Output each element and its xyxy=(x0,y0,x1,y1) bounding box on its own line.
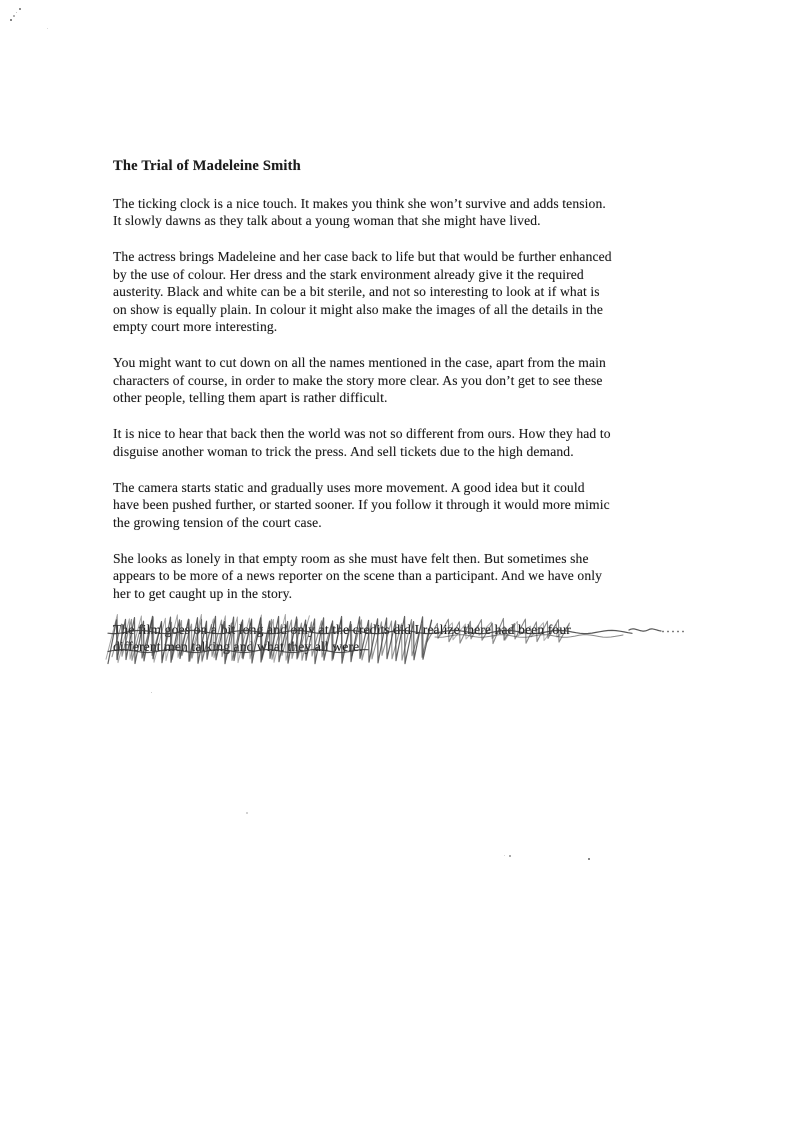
paragraph xyxy=(113,195,691,230)
text-line: empty court more interesting. xyxy=(113,319,278,334)
text-line: appears to be more of a news reporter on the scene than a participant. And we have only xyxy=(113,568,603,583)
text-line: The camera starts static and gradually uses more movement. A good idea but it could xyxy=(113,479,585,495)
scan-speck xyxy=(509,855,511,857)
text-line: The film goes on a bit long and only at the credits did I realize there had been four xyxy=(113,621,571,637)
text-line: austerity. Black and white can be a bit sterile, and not so interesting to look at if what is xyxy=(113,284,600,299)
paragraph xyxy=(113,550,691,603)
paragraph xyxy=(113,248,691,336)
text-line: by the use of colour. Her dress and the stark environment already give it the required xyxy=(113,266,584,282)
text-line: You might want to cut down on all the names mentioned in the case, apart from the main xyxy=(113,355,606,370)
text-line: have been pushed further, or started sooner. If you follow it through it would more mimic xyxy=(113,497,610,512)
text-line: the growing tension of the court case. xyxy=(113,514,322,530)
text-line: It is nice to hear that back then the world was not so different from ours. How they had to xyxy=(113,426,611,441)
text-line: different men talking and what they all were. xyxy=(113,639,363,654)
text-line: her to get caught up in the story. xyxy=(113,585,293,601)
text-line: on show is equally plain. In colour it might also make the images of all the details in the xyxy=(113,301,603,317)
scan-speck xyxy=(588,858,590,860)
scan-speck xyxy=(246,812,248,814)
text-line: other people, telling them apart is rather difficult. xyxy=(113,390,388,405)
scan-speck xyxy=(47,28,48,29)
text-line: The actress brings Madeleine and her case back to life but that would be further enhanced xyxy=(113,249,612,264)
document-title: The Trial of Madeleine Smith xyxy=(113,158,301,174)
scan-speck xyxy=(10,19,12,21)
paragraph xyxy=(113,479,691,532)
document-body xyxy=(113,158,691,674)
paragraph xyxy=(113,354,691,407)
scan-speck xyxy=(19,8,21,10)
text-line: She looks as lonely in that empty room as she must have felt then. But sometimes she xyxy=(113,550,589,566)
text-line: disguise another woman to trick the press. And sell tickets due to the high demand. xyxy=(113,443,574,459)
paragraph-crossed-out xyxy=(113,621,691,656)
paragraph-list xyxy=(113,195,691,656)
text-line: It slowly dawns as they talk about a young woman that she might have lived. xyxy=(113,213,541,228)
text-line: The ticking clock is a nice touch. It makes you think she won’t survive and adds tension. xyxy=(113,195,606,211)
scan-speck xyxy=(13,15,15,17)
text-line: characters of course, in order to make the story more clear. As you don’t get to see these xyxy=(113,372,603,388)
paragraph xyxy=(113,425,691,460)
scan-speck xyxy=(151,692,152,693)
scan-speck xyxy=(16,12,17,13)
scan-speck xyxy=(504,855,505,856)
